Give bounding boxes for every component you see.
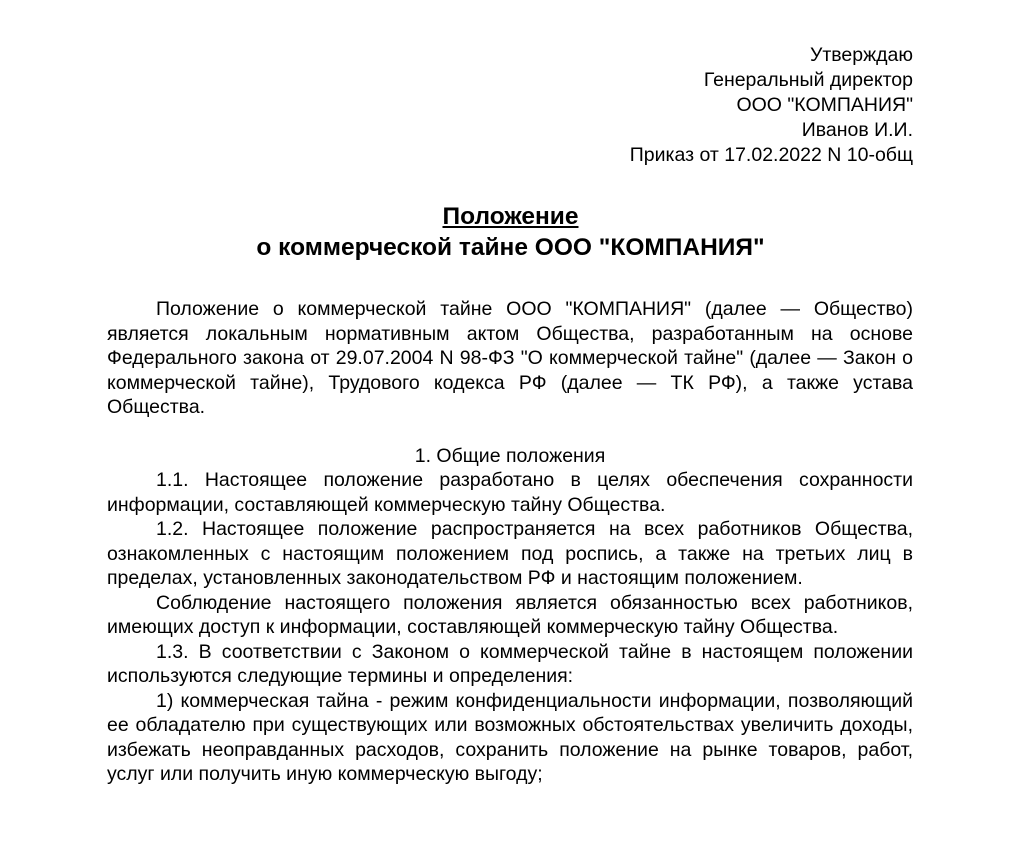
title-subtitle: о коммерческой тайне ООО "КОМПАНИЯ" — [256, 234, 765, 261]
paragraph-1-2: 1.2. Настоящее положение распространяется на всех работников Общества, ознакомленных с настоящим положением под роспись, а также на третьих лиц в пределах, установленных законодательством РФ и настоящим положением. — [107, 518, 913, 589]
definition-1: 1) коммерческая тайна - режим конфиденциальности информации, позволяющий ее обладателю при существующих или возможных обстоятельствах увеличить доходы, избежать неоправданных расходов, сохранить положение на рынке товаров, работ, услуг или получить иную коммерческую выгоду; — [107, 689, 913, 785]
paragraph-1-2-compliance: Соблюдение настоящего положения является обязанностью всех работников, имеющих доступ к информации, составляющей коммерческую тайну Общества. — [107, 591, 913, 638]
document-title — [108, 201, 913, 263]
paragraph-1-1: 1.1. Настоящее положение разработано в целях обеспечения сохранности информации, составляющей коммерческую тайну Общества. — [107, 469, 913, 516]
paragraph-1-3: 1.3. В соответствии с Законом о коммерческой тайне в настоящем положении используются следующие термины и определения: — [107, 640, 913, 687]
approval-order: Приказ от 17.02.2022 N 10-общ — [629, 144, 913, 166]
title-main: Положение — [442, 203, 579, 230]
document-body — [107, 297, 913, 787]
approval-block — [630, 43, 913, 168]
intro-paragraph: Положение о коммерческой тайне ООО "КОМПАНИЯ" (далее — Общество) является локальным нормативным актом Общества, разработанным на основе Федерального закона от 29.07.2004 N 98-ФЗ "О коммерческой тайне" (далее — Закон о коммерческой тайне), Трудового кодекса РФ (далее — ТК РФ), а также устава Общества. — [107, 298, 913, 418]
section-heading: 1. Общие положения — [414, 444, 606, 467]
approval-line: Утверждаю — [809, 44, 913, 66]
approval-company: ООО "КОМПАНИЯ" — [736, 94, 913, 116]
approval-position: Генеральный директор — [703, 69, 913, 91]
approval-signatory: Иванов И.И. — [801, 119, 913, 141]
